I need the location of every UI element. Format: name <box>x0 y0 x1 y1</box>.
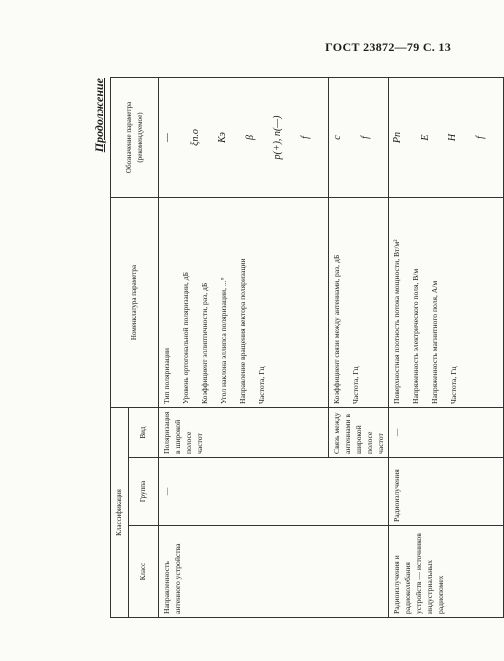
cell-kind: Связь между антеннами в широкой полосе частот <box>329 408 389 458</box>
symbol: f <box>359 136 371 139</box>
symbol: E <box>419 134 431 141</box>
param: Угол наклона эллипса поляризации, ...° <box>219 277 228 404</box>
param: Уровень ортогональной поляризации, дБ <box>181 272 190 404</box>
param: Поверхностная плотность потока мощности, Вт/м² <box>392 239 401 404</box>
symbol: Кэ <box>217 132 228 143</box>
header-designation: Обозначение параметра (рекомендуемое) <box>111 78 159 198</box>
symbol: c <box>332 135 343 140</box>
cell-class: Радиоизлучения и радиоколебания устройств — источников индустриальных радиопомех <box>389 526 504 618</box>
cell-group: Радиоизлучения <box>389 458 504 526</box>
table-row <box>159 78 329 618</box>
continuation-label: Продолжение <box>92 78 106 153</box>
header-class: Класс <box>129 526 159 618</box>
cell-group: — <box>159 458 389 526</box>
cell-kind: — <box>389 408 504 458</box>
cell-class: Направленность антенного устройства <box>159 526 389 618</box>
page-header: ГОСТ 23872—79 С. 13 <box>325 40 451 54</box>
cell-symbols <box>389 78 504 198</box>
cell-symbols <box>329 78 389 198</box>
header-group: Группа <box>129 458 159 526</box>
cell-params <box>159 198 329 408</box>
param: Коэффициент связи между антеннами, раз, дБ <box>332 254 341 404</box>
symbol: f <box>474 136 486 139</box>
header-nomenclature: Номенклатура параметра <box>111 198 159 408</box>
param: Направление вращения вектора поляризации <box>238 258 247 404</box>
cell-params <box>329 198 389 408</box>
symbol: Pп <box>392 131 403 144</box>
rotated-table-container <box>92 78 486 618</box>
parameters-table <box>110 77 504 618</box>
cell-symbols <box>159 78 329 198</box>
param: Частота, Гц <box>257 366 266 404</box>
param: Напряженность электрического поля, В/м <box>411 268 420 404</box>
param: Напряженность магнитного поля, А/м <box>430 280 439 404</box>
header-kind: Вид <box>129 408 159 458</box>
symbol: ξп.о <box>189 129 201 146</box>
param: Коэффициент эллиптичности, раз, дБ <box>200 282 209 404</box>
symbol: H <box>447 133 458 142</box>
symbol: — <box>162 133 173 142</box>
param: Тип поляризации <box>162 348 171 404</box>
param: Частота, Гц <box>449 366 458 404</box>
symbol: f <box>299 136 311 139</box>
symbol: β <box>244 135 256 140</box>
table-row <box>389 78 504 618</box>
param: Частота, Гц <box>351 366 360 404</box>
symbol: p(+), n(—) <box>272 115 283 160</box>
header-classification: Классификация <box>111 408 129 618</box>
cell-params <box>389 198 504 408</box>
cell-kind: Поляризация в широкой полосе частот <box>159 408 329 458</box>
